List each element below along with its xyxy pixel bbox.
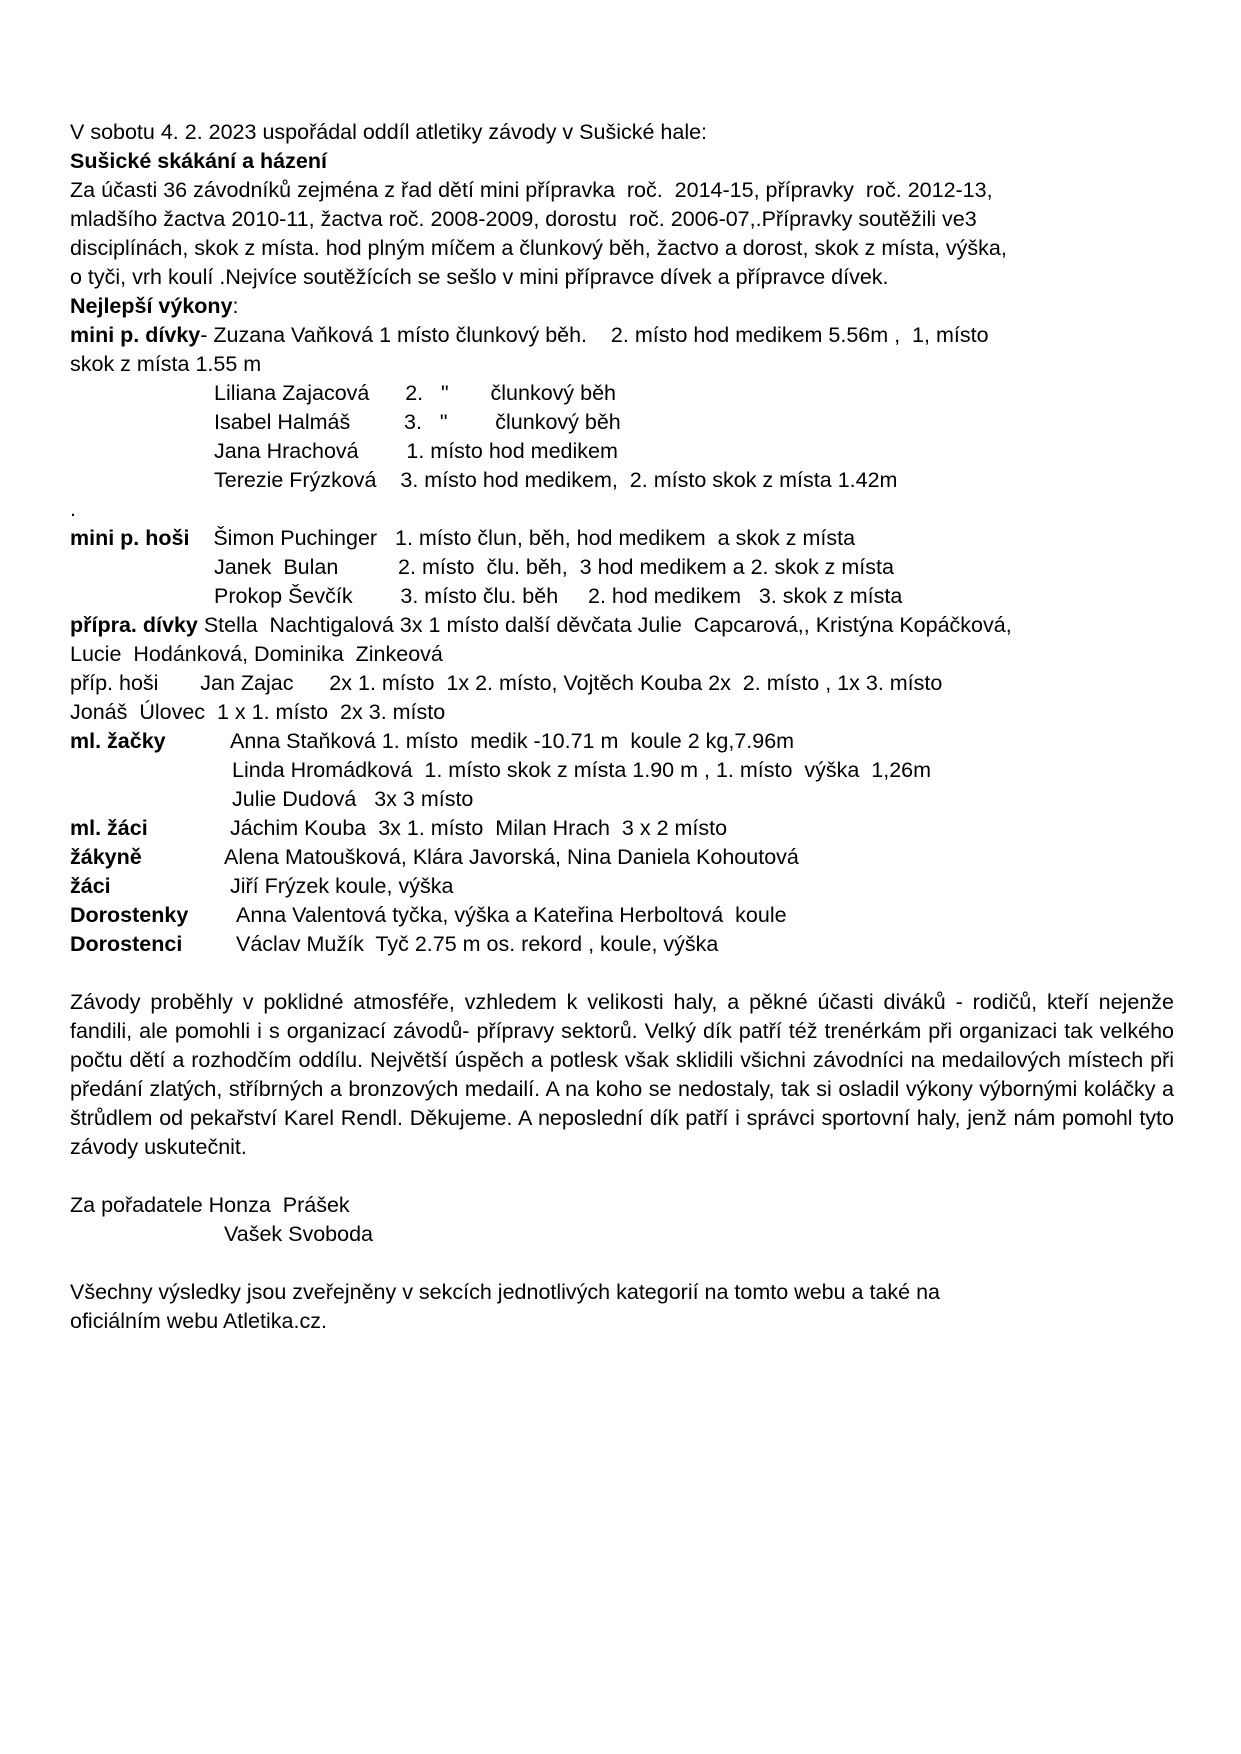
footer-line: oficiálním webu Atletika.cz. [70, 1309, 327, 1333]
category-result: Jáchim Kouba 3x 1. místo Milan Hrach 3 x 2 místo [230, 816, 728, 840]
intro-text-line: Za účasti 36 závodníků zejména z řad dětí mini přípravka roč. 2014-15, přípravky roč. 2012-13, [70, 178, 993, 202]
result-row: Janek Bulan 2. místo člu. běh, 3 hod medikem a 2. skok z místa [214, 555, 894, 579]
category-result-cont: skok z místa 1.55 m [70, 352, 262, 376]
event-title: Sušické skákání a házení [70, 149, 327, 173]
category-label: Dorostenky [70, 903, 189, 927]
category-result: Stella Nachtigalová 3x 1 místo další děvčata Julie Capcarová,, Kristýna Kopáčková, [197, 613, 1012, 637]
result-row: Isabel Halmáš 3. " člunkový běh [214, 410, 621, 434]
category-dorostenci [70, 930, 1174, 959]
result-row: Linda Hromádková 1. místo skok z místa 1.90 m , 1. místo výška 1,26m [232, 758, 932, 782]
category-ml-zaci [70, 814, 1174, 843]
category-result: - Zuzana Vaňková 1 místo člunkový běh. 2. místo hod medikem 5.56m , 1, místo [200, 323, 989, 347]
category-result-cont: Lucie Hodánková, Dominika Zinkeová [70, 642, 443, 666]
intro-text-line: mladšího žactva 2010-11, žactva roč. 2008-2009, dorostu roč. 2006-07,.Přípravky soutěžili ve3 [70, 207, 977, 231]
result-row: Terezie Frýzková 3. místo hod medikem, 2. místo skok z místa 1.42m [214, 468, 898, 492]
category-dorostenky [70, 901, 1174, 930]
result-row: Julie Dudová 3x 3 místo [232, 787, 474, 811]
result-row: Jana Hrachová 1. místo hod medikem [214, 439, 618, 463]
best-results-heading-text: Nejlepší výkony [70, 294, 233, 318]
category-ml-zacky [70, 727, 1174, 756]
category-prip-hosi: příp. hoši Jan Zajac 2x 1. místo 1x 2. místo, Vojtěch Kouba 2x 2. místo , 1x 3. místo [70, 671, 943, 695]
document-page [70, 118, 1174, 1336]
category-label: mini p. hoši [70, 526, 190, 550]
category-zakyne [70, 843, 1174, 872]
intro-text-line: o tyči, vrh koulí .Nejvíce soutěžících se sešlo v mini přípravce dívek a přípravce dívek. [70, 265, 889, 289]
best-results-heading [70, 292, 1174, 321]
intro-line: V sobotu 4. 2. 2023 uspořádal oddíl atletiky závody v Sušické hale: [70, 120, 708, 144]
category-label: ml. žačky [70, 729, 166, 753]
category-mini-hosi [70, 524, 1174, 553]
result-row: Prokop Ševčík 3. místo člu. běh 2. hod medikem 3. skok z místa [214, 584, 903, 608]
category-label: mini p. dívky [70, 323, 201, 347]
footer-line: Všechny výsledky jsou zveřejněny v sekcích jednotlivých kategorií na tomto webu a také na [70, 1280, 941, 1304]
signature-line: Vašek Svoboda [224, 1222, 374, 1246]
category-result: Alena Matoušková, Klára Javorská, Nina Daniela Kohoutová [224, 845, 799, 869]
category-result: Anna Staňková 1. místo medik -10.71 m koule 2 kg,7.96m [230, 729, 795, 753]
category-label: přípra. dívky [70, 613, 198, 637]
category-label: žákyně [70, 845, 142, 869]
category-label: ml. žáci [70, 816, 148, 840]
category-result: Václav Mužík Tyč 2.75 m os. rekord , koule, výška [236, 932, 719, 956]
category-result: Šimon Puchinger 1. místo člun, běh, hod medikem a skok z místa [189, 526, 856, 550]
result-row: Liliana Zajacová 2. " člunkový běh [214, 381, 617, 405]
closing-paragraph: Závody proběhly v poklidné atmosféře, vzhledem k velikosti haly, a pěkné účasti diváků - rodičů, kteří nejenže fandili, ale pomohli i s organizací závodů- přípravy sektorů. Velký dík patří též trenérkám při organizaci tak velkého počtu dětí a rozhodčím oddílu. Největší úspěch a potlesk však sklidili všichni závodníci na medailových místech při předání zlatých, stříbrných a bronzových medailí. A na koho se nedostaly, tak si osladil výkony výbornými koláčky a štrůdlem od pekařství Karel Rendl. Děkujeme. A neposlední dík patří i správci sportovní haly, jenž nám pomohl tyto závody uskutečnit. [70, 990, 1174, 1159]
category-result: Anna Valentová tyčka, výška a Kateřina Herboltová koule [236, 903, 787, 927]
stray-dot: . [70, 497, 76, 521]
category-pripra-divky [70, 611, 1174, 640]
best-results-colon: : [232, 294, 239, 318]
category-result-cont: Jonáš Úlovec 1 x 1. místo 2x 3. místo [70, 700, 446, 724]
category-zaci [70, 872, 1174, 901]
category-mini-divky [70, 321, 1174, 350]
intro-text-line: disciplínách, skok z místa. hod plným míčem a člunkový běh, žactvo a dorost, skok z místa, výška, [70, 236, 1007, 260]
category-result: Jiří Frýzek koule, výška [230, 874, 454, 898]
category-label: žáci [70, 874, 111, 898]
category-label: Dorostenci [70, 932, 183, 956]
signature-line: Za pořadatele Honza Prášek [70, 1193, 350, 1217]
